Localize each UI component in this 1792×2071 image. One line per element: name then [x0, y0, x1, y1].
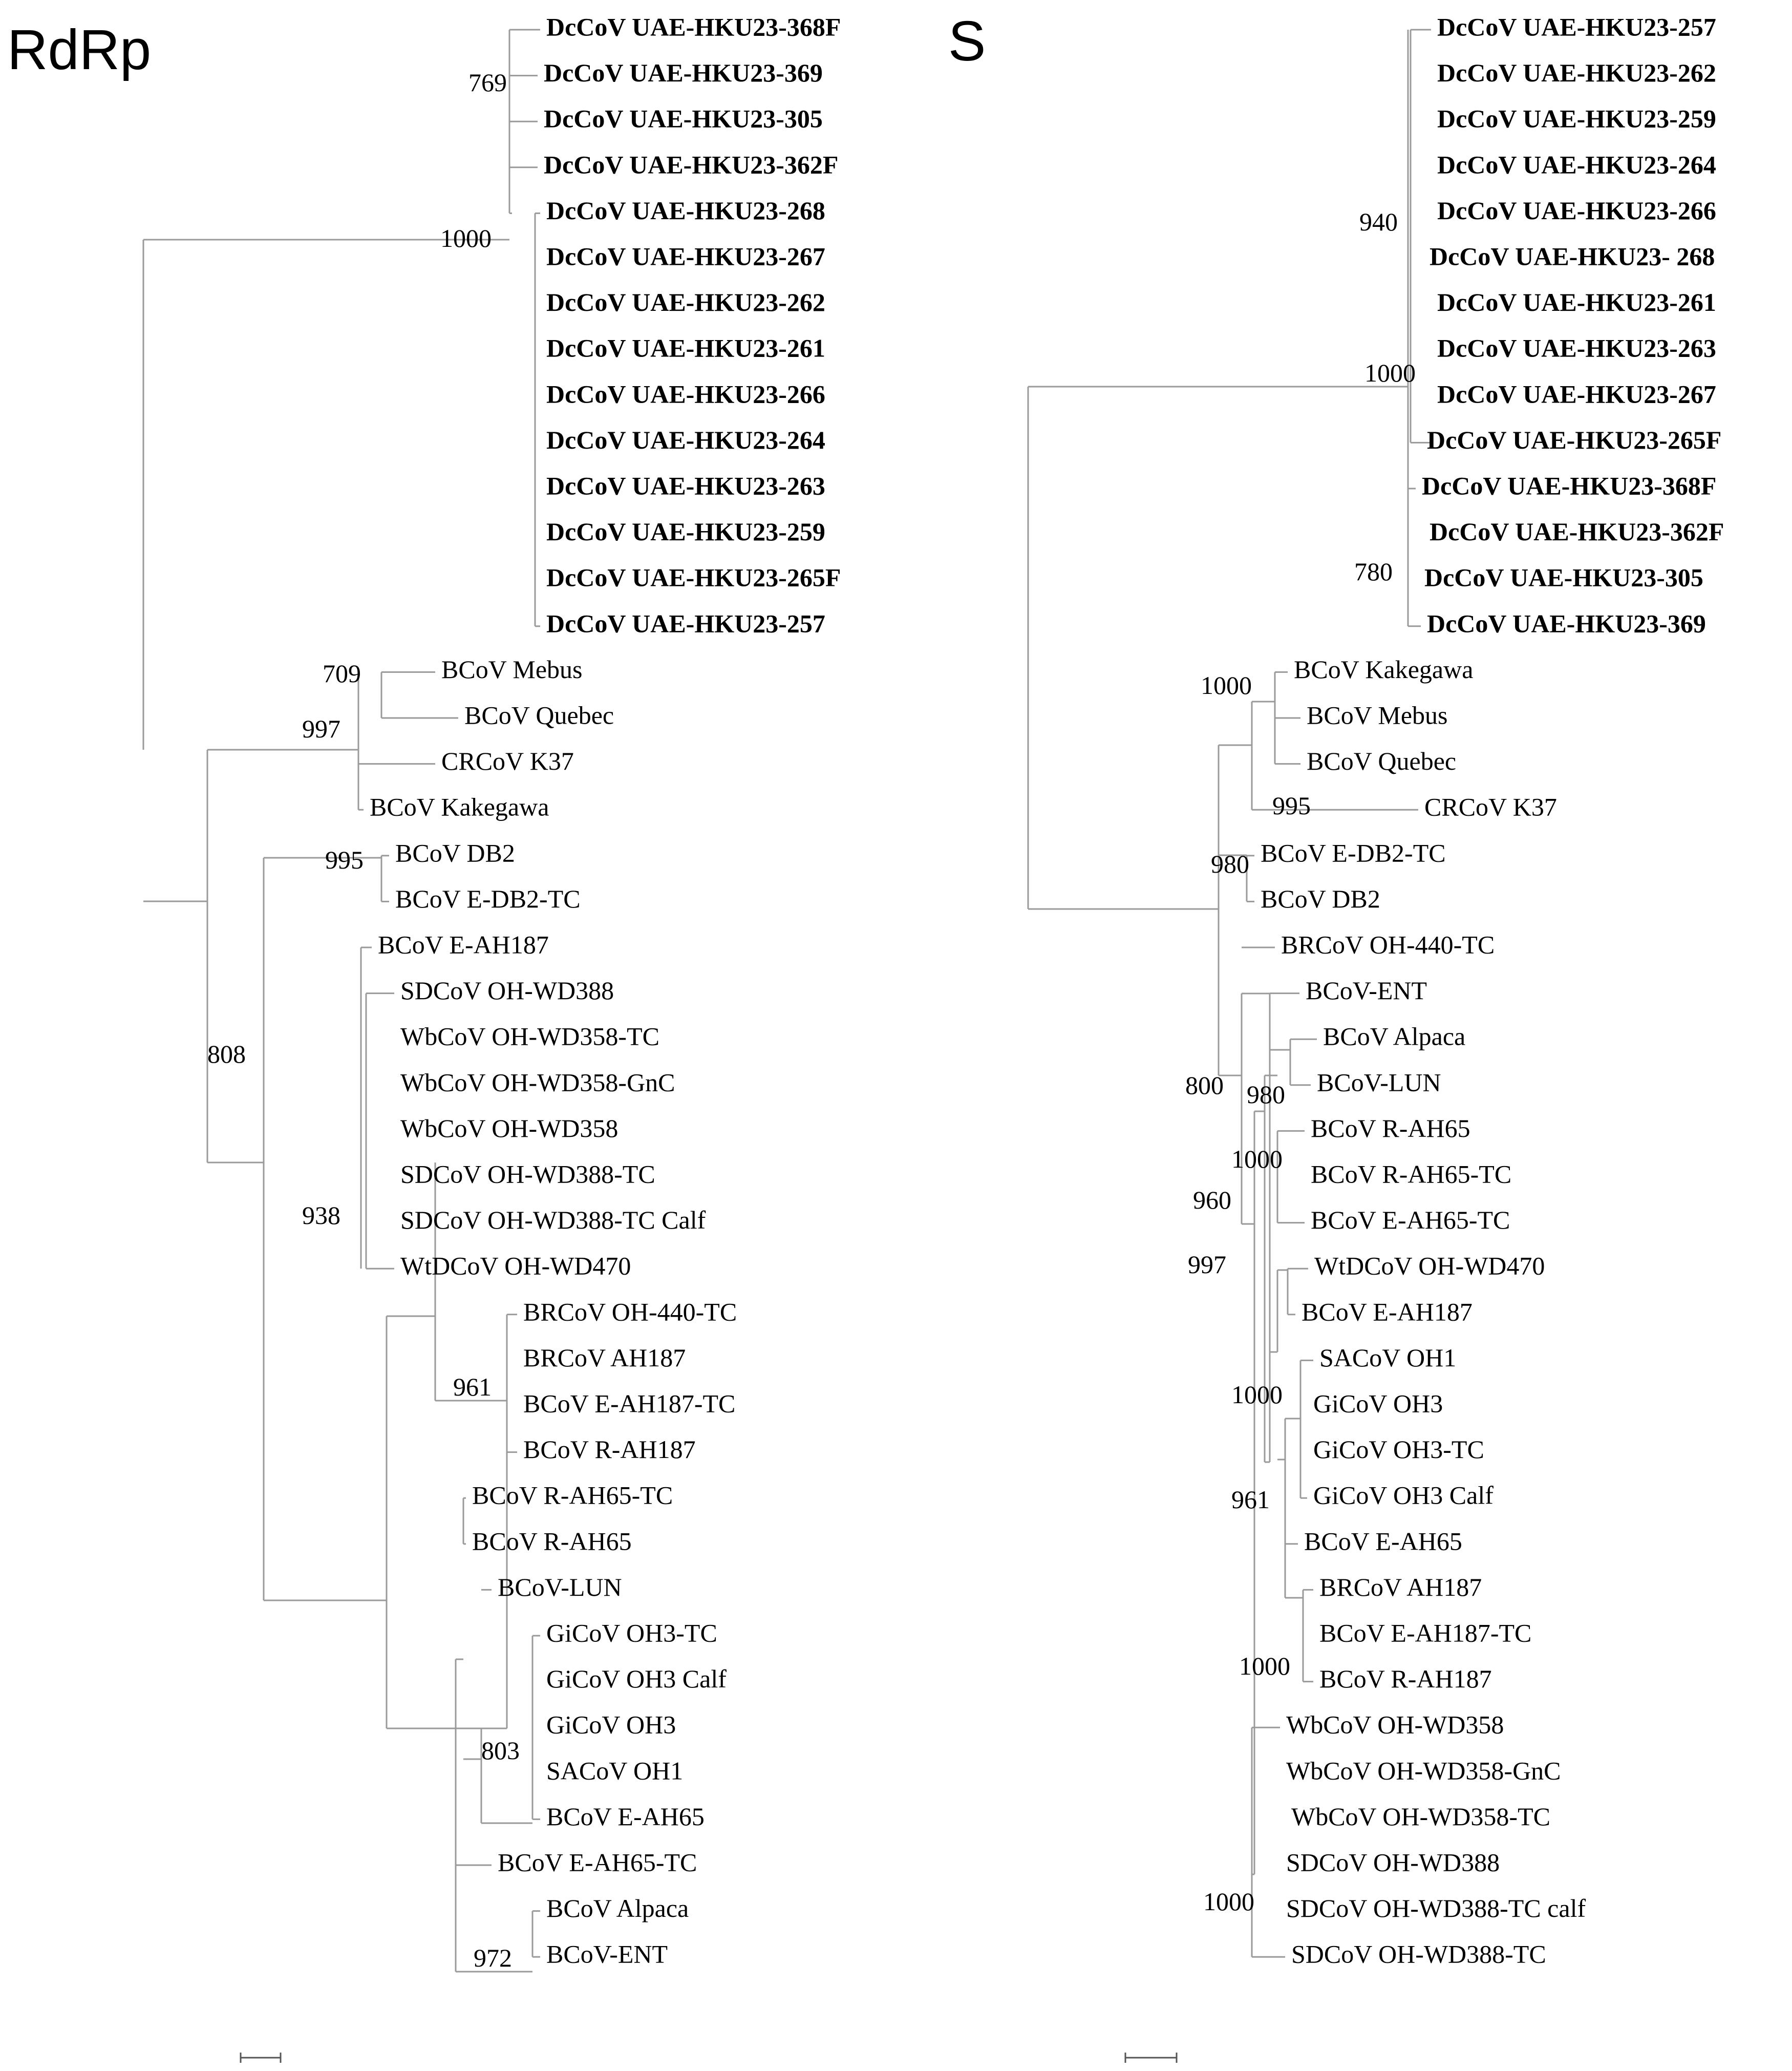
rdrp-leaf-label: WbCoV OH-WD358: [400, 1113, 618, 1143]
s-leaf-label: BCoV E-AH65: [1304, 1527, 1462, 1556]
s-leaf-label: GiCoV OH3 Calf: [1313, 1481, 1494, 1510]
s-leaf-label: BCoV E-AH187: [1302, 1297, 1473, 1326]
rdrp-leaf-label: BCoV Quebec: [464, 701, 614, 730]
s-leaf-label: DcCoV UAE-HKU23-263: [1437, 333, 1716, 363]
rdrp-leaf-label: BRCoV AH187: [523, 1343, 686, 1372]
rdrp-leaf-label: BCoV Mebus: [441, 654, 583, 684]
s-leaf-label: BRCoV OH-440-TC: [1281, 930, 1495, 959]
rdrp-leaf-label: DcCoV UAE-HKU23-368F: [546, 12, 841, 41]
s-leaf-label: WbCoV OH-WD358-GnC: [1286, 1756, 1561, 1785]
s-bootstrap-value: 980: [1247, 1080, 1285, 1109]
rdrp-bootstrap-value: 961: [453, 1372, 492, 1401]
s-leaf-label: BCoV E-AH65-TC: [1311, 1206, 1510, 1235]
s-leaf-label: BCoV R-AH65-TC: [1311, 1159, 1512, 1189]
s-leaf-label: DcCoV UAE-HKU23-262: [1437, 58, 1716, 88]
rdrp-bootstrap-value: 997: [302, 714, 340, 743]
rdrp-leaf-label: BCoV-LUN: [498, 1572, 622, 1601]
s-leaf-label: WtDCoV OH-WD470: [1314, 1251, 1545, 1280]
s-leaf-label: BCoV Quebec: [1307, 747, 1457, 776]
s-leaf-label: DcCoV UAE-HKU23-266: [1437, 196, 1716, 225]
s-leaf-label: BCoV-ENT: [1306, 976, 1427, 1005]
rdrp-bootstrap-value: 1000: [440, 224, 492, 252]
rdrp-leaf-label: SDCoV OH-WD388: [400, 976, 614, 1005]
s-leaf-label: BCoV Alpaca: [1323, 1022, 1466, 1051]
rdrp-leaf-label: BCoV R-AH187: [523, 1435, 696, 1464]
s-leaf-label: DcCoV UAE-HKU23-259: [1437, 104, 1716, 133]
s-panel-title: S: [948, 10, 986, 73]
s-leaf-label: DcCoV UAE-HKU23-362F: [1430, 517, 1724, 546]
rdrp-leaf-label: BCoV E-AH187-TC: [523, 1389, 736, 1418]
rdrp-bootstrap-value: 769: [468, 68, 507, 97]
rdrp-leaf-label: DcCoV UAE-HKU23-266: [546, 379, 825, 409]
rdrp-leaf-label: WbCoV OH-WD358-GnC: [400, 1068, 675, 1097]
s-bootstrap-value: 997: [1188, 1250, 1226, 1279]
s-leaf-label: DcCoV UAE-HKU23-261: [1437, 288, 1716, 317]
s-leaf-label: BCoV Kakegawa: [1294, 654, 1474, 684]
rdrp-leaf-label: SDCoV OH-WD388-TC Calf: [400, 1206, 706, 1235]
rdrp-leaf-label: GiCoV OH3 Calf: [546, 1664, 727, 1694]
rdrp-leaf-label: BCoV E-AH65-TC: [498, 1848, 697, 1877]
rdrp-bootstrap-value: 709: [323, 659, 361, 688]
rdrp-bootstrap-value: 972: [474, 1943, 512, 1972]
s-bootstrap-value: 1000: [1203, 1887, 1254, 1916]
rdrp-bootstrap-value: 938: [302, 1201, 340, 1230]
rdrp-bootstrap-value: 995: [325, 846, 364, 874]
rdrp-leaf-label: CRCoV K37: [441, 747, 574, 776]
rdrp-leaf-label: DcCoV UAE-HKU23-264: [546, 425, 825, 454]
rdrp-leaf-label: DcCoV UAE-HKU23-262: [546, 288, 825, 317]
rdrp-leaf-label: BCoV E-DB2-TC: [395, 884, 581, 913]
s-leaf-label: DcCoV UAE-HKU23- 268: [1430, 242, 1715, 271]
rdrp-leaf-label: SACoV OH1: [546, 1756, 684, 1785]
rdrp-leaf-label: DcCoV UAE-HKU23-265F: [546, 563, 841, 592]
rdrp-leaf-label: DcCoV UAE-HKU23-263: [546, 471, 825, 500]
rdrp-leaf-label: BCoV R-AH65-TC: [472, 1481, 673, 1510]
s-bootstrap-value: 980: [1211, 850, 1249, 878]
rdrp-leaf-label: BCoV E-AH65: [546, 1802, 705, 1831]
rdrp-leaf-label: SDCoV OH-WD388-TC: [400, 1159, 655, 1189]
s-leaf-label: BCoV R-AH187: [1319, 1664, 1492, 1694]
s-leaf-label: DcCoV UAE-HKU23-257: [1437, 12, 1716, 41]
s-leaf-label: WbCoV OH-WD358: [1286, 1710, 1504, 1739]
s-bootstrap-value: 1000: [1364, 358, 1416, 387]
rdrp-leaf-label: BCoV E-AH187: [378, 930, 549, 959]
rdrp-bootstrap-value: 808: [207, 1040, 246, 1068]
rdrp-leaf-label: DcCoV UAE-HKU23-257: [546, 609, 825, 638]
s-leaf-label: BCoV R-AH65: [1311, 1113, 1470, 1143]
rdrp-leaf-label: BCoV DB2: [395, 838, 515, 868]
rdrp-leaf-label: WbCoV OH-WD358-TC: [400, 1022, 659, 1051]
s-leaf-label: SDCoV OH-WD388: [1286, 1848, 1500, 1877]
s-bootstrap-value: 961: [1231, 1485, 1270, 1514]
s-leaf-label: DcCoV UAE-HKU23-264: [1437, 150, 1716, 179]
rdrp-leaf-label: DcCoV UAE-HKU23-369: [544, 58, 823, 88]
s-bootstrap-value: 995: [1272, 791, 1311, 820]
rdrp-leaf-label: DcCoV UAE-HKU23-362F: [544, 150, 839, 179]
s-leaf-label: BRCoV AH187: [1319, 1572, 1482, 1601]
s-leaf-label: WbCoV OH-WD358-TC: [1291, 1802, 1550, 1831]
s-leaf-label: BCoV DB2: [1261, 884, 1380, 913]
s-leaf-label: BCoV E-DB2-TC: [1261, 838, 1446, 868]
s-bootstrap-value: 1000: [1201, 671, 1252, 700]
s-bootstrap-value: 780: [1354, 557, 1393, 586]
rdrp-leaf-label: DcCoV UAE-HKU23-268: [546, 196, 825, 225]
s-leaf-label: DcCoV UAE-HKU23-265F: [1427, 425, 1722, 454]
rdrp-leaf-label: GiCoV OH3: [546, 1710, 676, 1739]
rdrp-leaf-label: WtDCoV OH-WD470: [400, 1251, 631, 1280]
rdrp-leaf-label: BCoV Alpaca: [546, 1894, 689, 1923]
s-leaf-label: CRCoV K37: [1424, 792, 1557, 821]
rdrp-leaf-label: BRCoV OH-440-TC: [523, 1297, 737, 1326]
s-leaf-label: SACoV OH1: [1319, 1343, 1457, 1372]
s-leaf-label: GiCoV OH3: [1313, 1389, 1443, 1418]
rdrp-panel-title: RdRp: [7, 18, 152, 81]
rdrp-leaf-label: DcCoV UAE-HKU23-261: [546, 333, 825, 363]
s-leaf-label: SDCoV OH-WD388-TC: [1291, 1939, 1546, 1969]
s-bootstrap-value: 800: [1185, 1071, 1224, 1100]
rdrp-leaf-label: BCoV Kakegawa: [370, 792, 549, 821]
s-bootstrap-value: 1000: [1231, 1145, 1283, 1173]
rdrp-bootstrap-value: 803: [481, 1736, 520, 1765]
s-bootstrap-value: 1000: [1231, 1380, 1283, 1409]
s-leaf-label: DcCoV UAE-HKU23-369: [1427, 609, 1706, 638]
rdrp-leaf-label: DcCoV UAE-HKU23-259: [546, 517, 825, 546]
s-leaf-label: GiCoV OH3-TC: [1313, 1435, 1484, 1464]
s-leaf-label: DcCoV UAE-HKU23-368F: [1422, 471, 1717, 500]
s-bootstrap-value: 940: [1359, 207, 1398, 236]
s-leaf-label: DcCoV UAE-HKU23-267: [1437, 379, 1716, 409]
s-leaf-label: BCoV E-AH187-TC: [1319, 1618, 1532, 1647]
rdrp-leaf-label: BCoV R-AH65: [472, 1527, 632, 1556]
rdrp-leaf-label: DcCoV UAE-HKU23-305: [544, 104, 823, 133]
s-leaf-label: BCoV Mebus: [1307, 701, 1448, 730]
rdrp-leaf-label: BCoV-ENT: [546, 1939, 668, 1969]
s-bootstrap-value: 1000: [1239, 1652, 1290, 1680]
s-leaf-label: SDCoV OH-WD388-TC calf: [1286, 1894, 1586, 1923]
rdrp-leaf-label: GiCoV OH3-TC: [546, 1618, 717, 1647]
rdrp-leaf-label: DcCoV UAE-HKU23-267: [546, 242, 825, 271]
s-bootstrap-value: 960: [1193, 1186, 1231, 1214]
s-leaf-label: DcCoV UAE-HKU23-305: [1424, 563, 1703, 592]
s-leaf-label: BCoV-LUN: [1317, 1068, 1441, 1097]
